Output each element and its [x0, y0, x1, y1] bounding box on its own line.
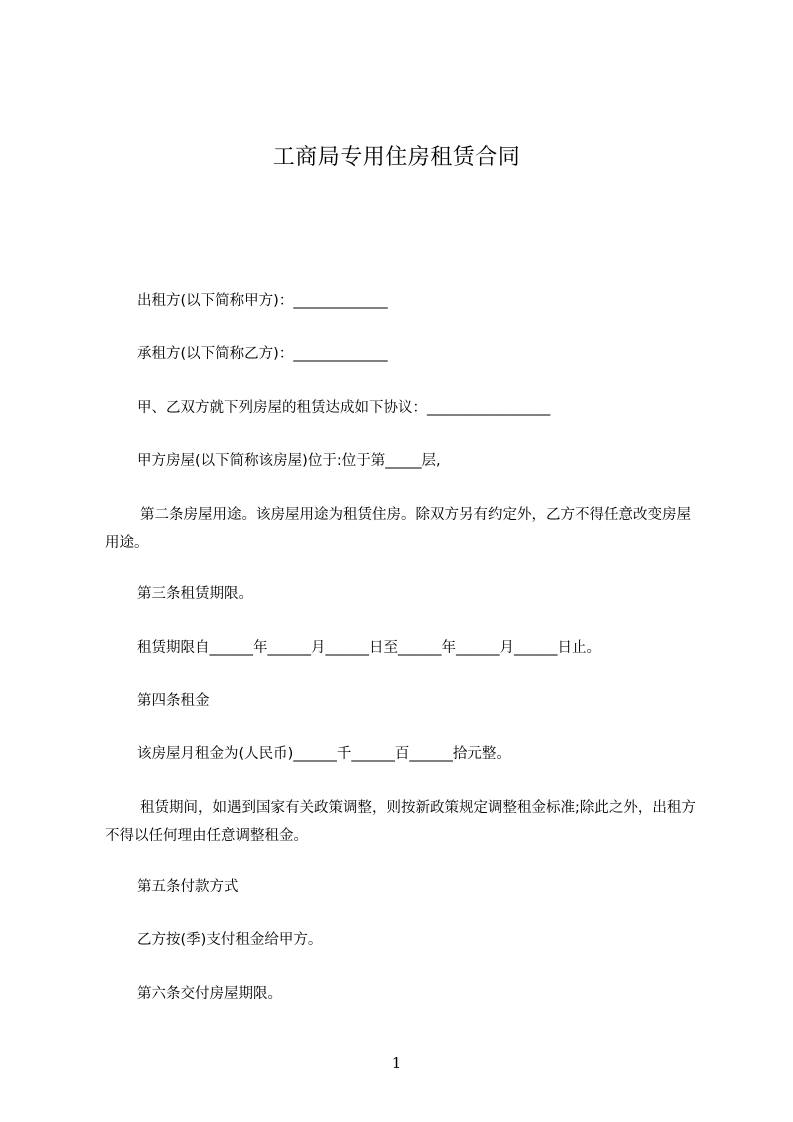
- paragraph-article-2: 第二条房屋用途。该房屋用途为租赁住房。除双方另有约定外，乙方不得任意改变房屋用途。: [105, 507, 691, 551]
- document-title: 工商局专用住房租赁合同: [272, 145, 521, 170]
- paragraph-article-6-heading: 第六条交付房屋期限。: [137, 986, 282, 1002]
- paragraph-agreement: 甲、乙双方就下列房屋的租赁达成如下协议：_________________: [137, 400, 551, 416]
- paragraph-article-3-heading: 第三条租赁期限。: [137, 586, 253, 602]
- paragraph-payment: 乙方按(季)支付租金给甲方。: [137, 932, 323, 948]
- paragraph-lessor: 出租方(以下简称甲方)：_____________: [137, 293, 388, 309]
- paragraph-location: 甲方房屋(以下简称该房屋)位于:位于第_____层,: [137, 453, 441, 469]
- paragraph-lessee: 承租方(以下简称乙方)：_____________: [137, 346, 388, 362]
- paragraph-rent-adjustment: 租赁期间，如遇到国家有关政策调整，则按新政策规定调整租金标准;除此之外，出租方不得以任何理由任意调整租金。: [105, 800, 696, 844]
- paragraph-article-4-heading: 第四条租金: [137, 693, 210, 709]
- paragraph-article-5-heading: 第五条付款方式: [137, 879, 239, 895]
- paragraph-monthly-rent: 该房屋月租金为(人民币)______千______百______拾元整。: [137, 746, 511, 762]
- paragraph-lease-term: 租赁期限自______年______月______日至______年______月______日止。: [137, 640, 601, 656]
- page-number: 1: [391, 1054, 402, 1072]
